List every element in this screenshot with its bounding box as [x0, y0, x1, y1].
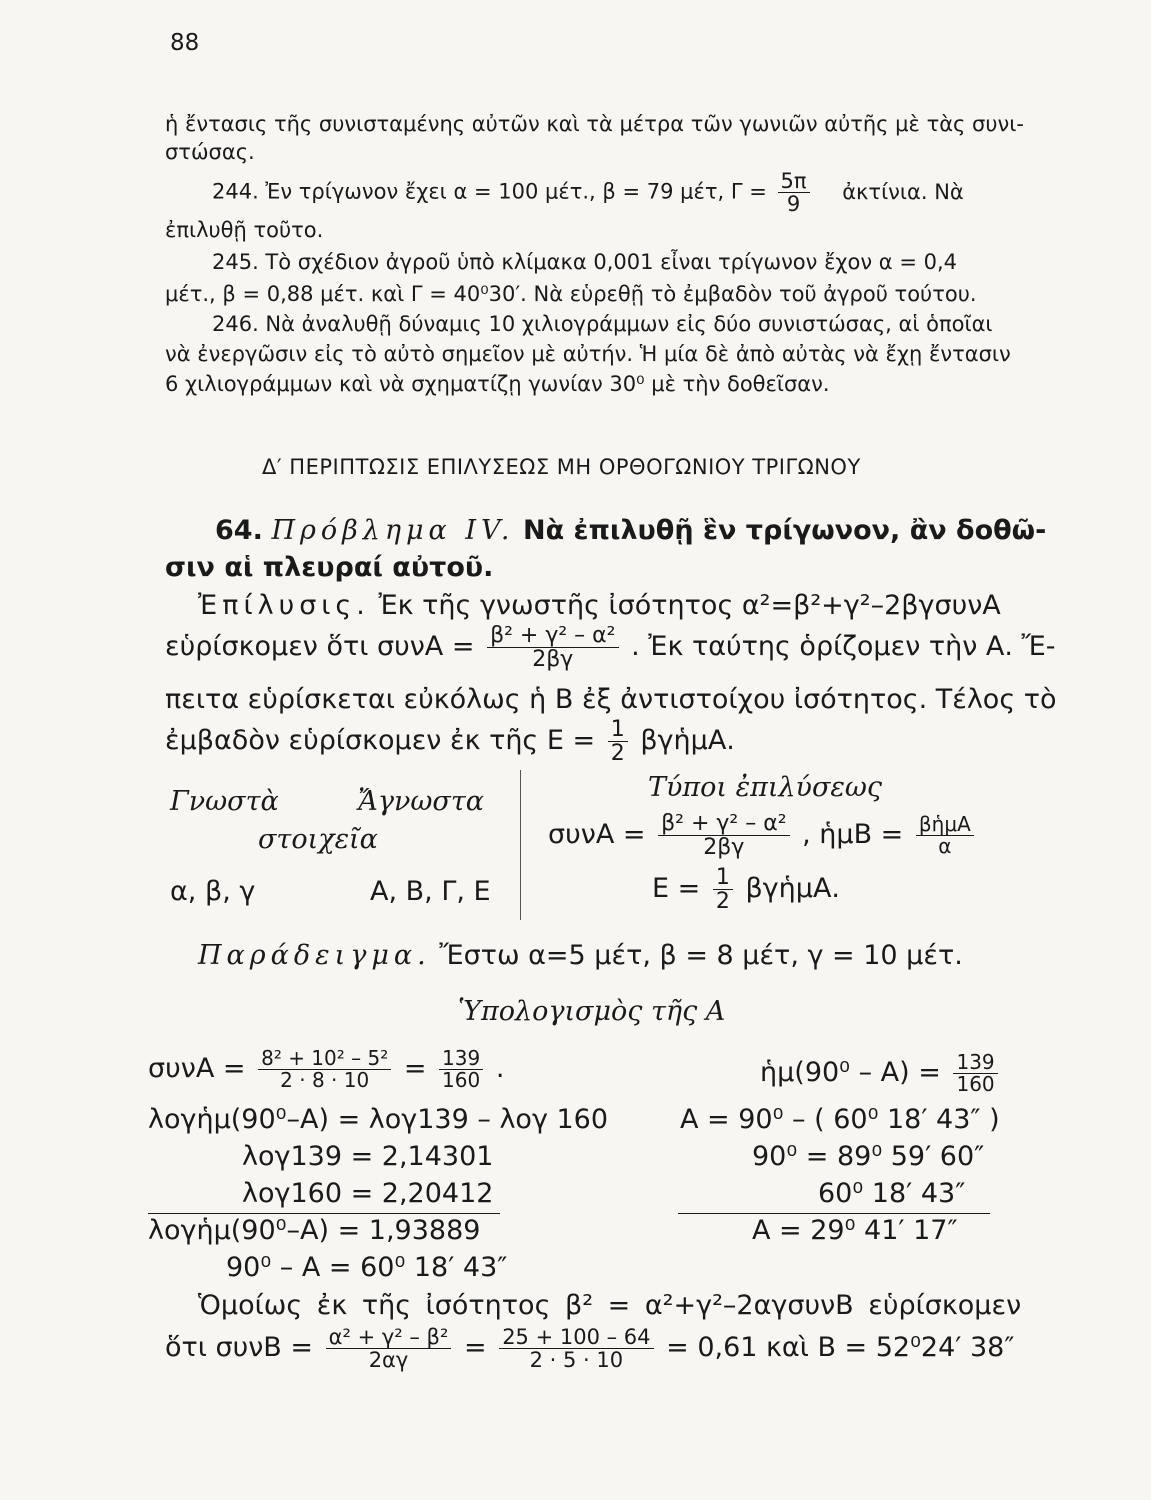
- calc-c1b: .: [495, 1053, 505, 1084]
- intro-line-1: ἡ ἔντασις τῆς συνισταμένης αὐτῶν καὶ τὰ μέτρα τῶν γωνιῶν αὐτῆς μὲ τὰς συνι-: [165, 112, 1024, 136]
- closing-fraction-2: [499, 1326, 653, 1371]
- problem-statement-1: Νὰ ἐπιλυθῇ ἓν τρίγωνον, ἂν δοθῶ-: [523, 515, 1047, 546]
- solution-fraction-cosA: [487, 624, 618, 671]
- problem-statement-2: σιν αἱ πλευραί αὐτοῦ.: [165, 552, 494, 583]
- calc-log-line-5: 90⁰ – Α = 60⁰ 18′ 43″: [226, 1252, 508, 1283]
- calc-log-line-2: λογ139 = 2,14301: [242, 1141, 494, 1172]
- table-f1-den: 2βγ: [703, 835, 745, 861]
- section-title: Δ′ ΠΕΡΙΠΤΩΣΙΣ ΕΠΙΛΥΣΕΩΣ ΜΗ ΟΡΘΟΓΩΝΙΟΥ ΤΡΙΓΩΝΟΥ: [262, 455, 861, 479]
- closing-frac-den2: 2 · 5 · 10: [529, 1348, 624, 1373]
- calc-angle-line-4: Α = 29⁰ 41′ 17″: [752, 1215, 958, 1246]
- calc-left-rule: [148, 1213, 500, 1214]
- calc-c1-fraction: [258, 1048, 391, 1091]
- table-f1b: , ἡμΒ =: [802, 819, 904, 851]
- closing-line-2: [165, 1326, 1014, 1371]
- problem-heading: [215, 515, 1046, 546]
- table-f2-num: βἡμΑ: [916, 814, 974, 836]
- example-line: [198, 940, 963, 971]
- ex245-line-1: 245. Τὸ σχέδιον ἀγροῦ ὑπὸ κλίμακα 0,001 εἶναι τρίγωνον ἔχον α = 0,4: [212, 250, 957, 274]
- solution-l4a: ἐμβαδὸν εὑρίσκομεν ἐκ τῆς Ε =: [165, 725, 596, 757]
- ex244-fraction: [778, 170, 810, 215]
- ex244-frac-den: 9: [786, 192, 801, 217]
- closing-l2b: = 0,61 καὶ Β = 52⁰24′ 38″: [666, 1332, 1015, 1364]
- calc-c1-den2: 160: [442, 1068, 481, 1092]
- table-divider: [520, 770, 521, 920]
- calc-c1-eq: =: [403, 1053, 427, 1084]
- table-f3-num: 1: [713, 866, 733, 890]
- solution-line-3: πειτα εὑρίσκεται εὐκόλως ἡ Β ἐξ ἀντιστοίχου ἰσότητος. Τέλος τὸ: [165, 684, 1057, 715]
- calc-c2-fraction: [953, 1052, 997, 1095]
- ex246-line-2: νὰ ἐνεργῶσιν εἰς τὸ αὐτὸ σημεῖον μὲ αὐτήν. Ἡ μία δὲ ἀπὸ αὐτὰς νὰ ἔχῃ ἔντασιν: [165, 342, 1011, 366]
- calc-cosA: [148, 1048, 504, 1091]
- ex244-frac-num: 5π: [778, 170, 810, 193]
- calc-right-rule: [678, 1213, 990, 1214]
- table-f3a: Ε =: [652, 873, 701, 905]
- calc-log-line-1: λογἡμ(90⁰–Α) = λογ139 – λογ 160: [148, 1104, 609, 1135]
- exercise-244: [212, 170, 964, 215]
- table-f1a: συνΑ =: [548, 819, 646, 851]
- calc-sin-90-minus-A: [760, 1052, 1002, 1095]
- calc-title: Ὑπολογισμὸς τῆς Α: [458, 996, 726, 1027]
- solution-frac-den: 2βγ: [532, 647, 574, 673]
- solution-half-den: 2: [610, 741, 625, 767]
- example-text: Ἔστω α=5 μέτ, β = 8 μέτ, γ = 10 μέτ.: [439, 940, 963, 971]
- table-f1-fraction: [658, 812, 789, 859]
- table-elements-header: στοιχεῖα: [258, 824, 378, 855]
- calc-angle-line-3: 60⁰ 18′ 43″: [818, 1178, 966, 1209]
- table-formula-1: [548, 812, 978, 859]
- calc-c1a: συνΑ =: [148, 1053, 246, 1084]
- table-f3-den: 2: [715, 889, 730, 915]
- closing-frac-num: α² + γ² – β²: [326, 1326, 452, 1349]
- closing-frac-den: 2αγ: [368, 1348, 409, 1373]
- closing-line-1: Ὁμοίως ἐκ τῆς ἰσότητος β² = α²+γ²–2αγσυνΒ εὑρίσκομεν: [198, 1290, 1022, 1321]
- table-formula-3: [652, 866, 840, 913]
- calc-c1-num2: 139: [439, 1048, 483, 1070]
- table-known-header: Γνωστὰ: [170, 786, 279, 817]
- table-known-values: α, β, γ: [170, 876, 256, 907]
- solution-l2a: εὑρίσκομεν ὅτι συνΑ =: [165, 631, 475, 663]
- solution-line-2: [165, 624, 1056, 671]
- ex244-line-2: ἐπιλυθῇ τοῦτο.: [165, 218, 324, 242]
- problem-label: Πρόβλημα ΙV.: [271, 515, 515, 546]
- solution-l2b: . Ἐκ ταύτης ὁρίζομεν τὴν Α. Ἔ-: [631, 631, 1056, 663]
- table-f2-fraction: [916, 814, 974, 857]
- closing-frac-num2: 25 + 100 – 64: [499, 1326, 653, 1349]
- closing-l2a: ὅτι συνΒ =: [165, 1332, 314, 1364]
- table-f1-num: β² + γ² – α²: [658, 812, 789, 836]
- calc-log-line-4: λογἡμ(90⁰–Α) = 1,93889: [148, 1215, 481, 1246]
- calc-c2-num: 139: [953, 1052, 997, 1074]
- calc-c1-fraction-2: [439, 1048, 483, 1091]
- solution-l4b: βγἡμΑ.: [640, 725, 735, 757]
- solution-line-4: [165, 718, 735, 765]
- table-unknown-header: Ἄγνωστα: [358, 786, 484, 817]
- ex244-text: 244. Ἐν τρίγωνον ἔχει α = 100 μέτ., β = 79 μέτ, Γ =: [212, 179, 767, 204]
- solution-half-num: 1: [608, 718, 628, 742]
- calc-c2-den: 160: [956, 1072, 995, 1096]
- calc-c1-num: 8² + 10² – 5²: [258, 1048, 391, 1070]
- calc-log-line-3: λογ160 = 2,20412: [242, 1178, 494, 1209]
- problem-number: 64.: [215, 515, 263, 546]
- intro-line-2: στώσας.: [165, 140, 255, 164]
- solution-line-1: [198, 590, 1001, 621]
- closing-l2-eq: =: [463, 1332, 487, 1364]
- calc-c2a: ἡμ(90⁰ – Α) =: [760, 1057, 941, 1088]
- solution-label: Ἐπίλυσις.: [198, 590, 370, 621]
- ex246-line-3: 6 χιλιογράμμων καὶ νὰ σχηματίζῃ γωνίαν 30⁰ μὲ τὴν δοθεῖσαν.: [165, 372, 830, 396]
- table-unknown-values: Α, Β, Γ, Ε: [370, 876, 491, 907]
- closing-fraction-1: [326, 1326, 452, 1371]
- table-f2-den: α: [938, 834, 952, 859]
- example-label: Παράδειγμα.: [198, 940, 431, 971]
- solution-fraction-half: [608, 718, 628, 765]
- calc-angle-line-2: 90⁰ = 89⁰ 59′ 60″: [752, 1141, 985, 1172]
- ex246-line-1: 246. Νὰ ἀναλυθῇ δύναμις 10 χιλιογράμμων εἰς δύο συνιστώσας, αἱ ὁποῖαι: [212, 312, 993, 336]
- table-f3-fraction: [713, 866, 733, 913]
- solution-frac-num: β² + γ² – α²: [487, 624, 618, 648]
- table-f3b: βγἡμΑ.: [745, 873, 841, 905]
- table-formulas-header: Τύποι ἐπιλύσεως: [648, 772, 882, 803]
- calc-c1-den: 2 · 8 · 10: [280, 1068, 370, 1092]
- ex244-tail: ἀκτίνια. Νὰ: [842, 179, 964, 204]
- solution-l1: Ἐκ τῆς γνωστῆς ἰσότητος α²=β²+γ²–2βγσυνΑ: [378, 590, 1001, 621]
- ex245-line-2: μέτ., β = 0,88 μέτ. καὶ Γ = 40⁰30′. Νὰ εὑρεθῇ τὸ ἐμβαδὸν τοῦ ἀγροῦ τούτου.: [165, 282, 977, 306]
- page-number: 88: [170, 30, 200, 56]
- calc-angle-line-1: Α = 90⁰ – ( 60⁰ 18′ 43″ ): [680, 1104, 1000, 1135]
